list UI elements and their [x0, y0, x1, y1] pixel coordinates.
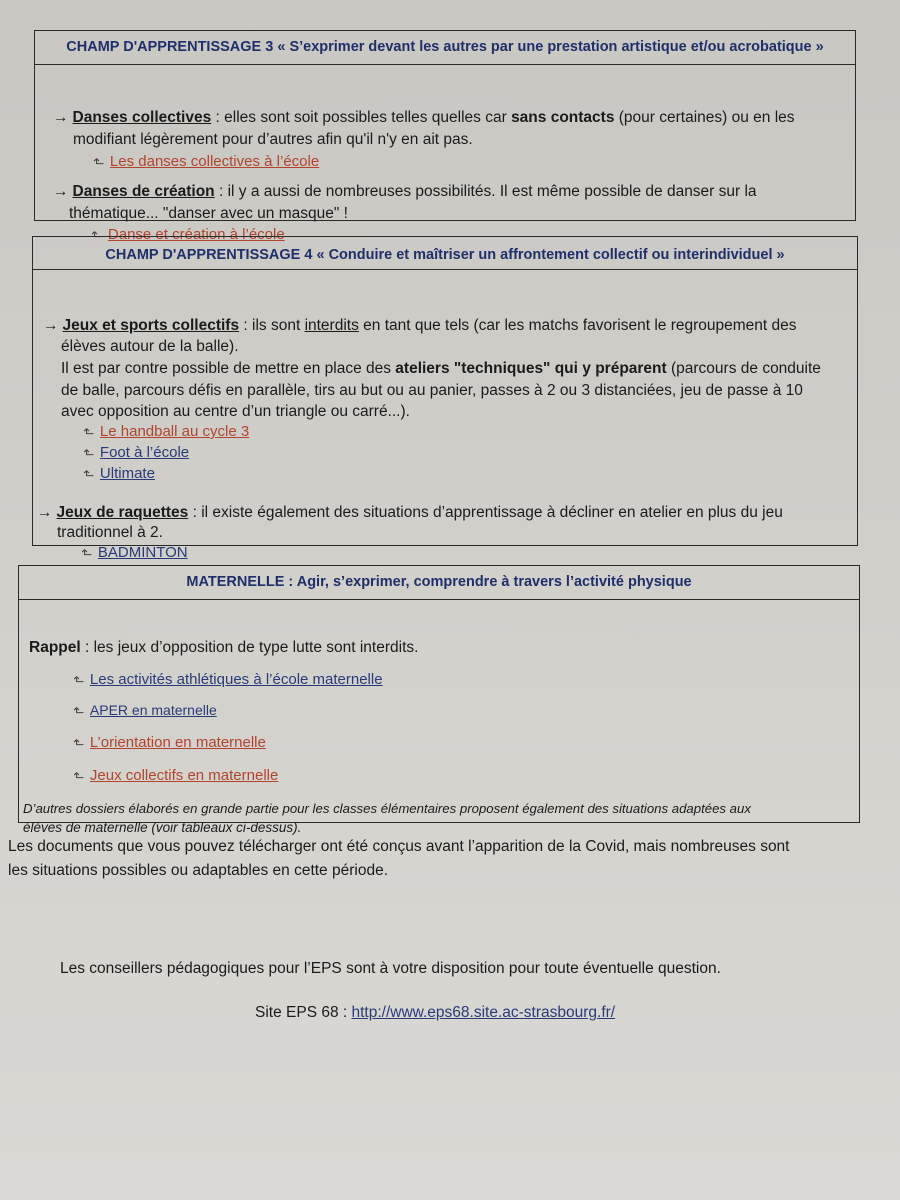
champ4-item2-line1: [37, 502, 783, 523]
bold-text: ateliers "techniques" qui y préparent: [395, 360, 667, 377]
text: : ils sont: [239, 317, 305, 334]
rappel-text: : les jeux d’opposition de type lutte sont interdits.: [80, 639, 419, 656]
link-danses-collectives[interactable]: Les danses collectives à l’école: [109, 153, 320, 170]
hook-arrow-icon: ↳: [80, 426, 96, 437]
site-url-link[interactable]: http://www.eps68.site.ac-strasbourg.fr/: [351, 1004, 616, 1021]
hook-arrow-icon: ↳: [80, 447, 96, 458]
champ3-box: [34, 30, 856, 243]
maternelle-link-row-3: [70, 732, 266, 753]
text: (pour certaines) ou en les: [614, 109, 795, 126]
link-orientation[interactable]: L’orientation en maternelle: [89, 734, 266, 751]
link-ultimate[interactable]: Ultimate: [99, 465, 155, 482]
champ4-link-row-2: [80, 442, 190, 463]
maternelle-link-row-2: [70, 700, 217, 721]
champ3-header: CHAMP D'APPRENTISSAGE 3 « S’exprimer devant les autres par une prestation artistique et/ou acrobatique »: [35, 31, 855, 65]
champ4-item1-line1: [43, 315, 797, 336]
arrow-icon: →: [37, 504, 53, 521]
champ4-item1-line2: élèves autour de la balle).: [61, 338, 239, 355]
danses-collectives-title: Danses collectives: [72, 109, 212, 126]
hook-arrow-icon: ↳: [70, 674, 86, 685]
hook-arrow-icon: ↳: [78, 547, 94, 558]
rappel-label: Rappel: [29, 639, 81, 656]
hook-arrow-icon: ↳: [70, 705, 86, 716]
danses-creation-title: Danses de création: [72, 183, 215, 200]
hook-arrow-icon: ↳: [88, 229, 104, 240]
hook-arrow-icon: ↳: [70, 737, 86, 748]
champ3-item2-line1: [53, 181, 757, 202]
link-foot[interactable]: Foot à l’école: [99, 444, 190, 461]
text: : il existe également des situations d’apprentissage à décliner en atelier en plus du jeu: [188, 504, 783, 521]
champ3-item1-line1: [53, 107, 795, 128]
text: : elles sont soit possibles telles quelles car: [211, 109, 512, 126]
champ4-item1-line3: [61, 358, 821, 379]
maternelle-box: [18, 565, 860, 835]
footer-paragraph-line1: Les documents que vous pouvez télécharger ont été conçus avant l’apparition de la Covid, mais nombreuses sont: [8, 838, 790, 855]
bold-text: sans contacts: [511, 109, 615, 126]
link-jeux-collectifs[interactable]: Jeux collectifs en maternelle: [89, 767, 279, 784]
link-aper[interactable]: APER en maternelle: [89, 702, 217, 718]
site-line: [255, 1002, 615, 1024]
text: en tant que tels (car les matchs favorisent le regroupement des: [358, 317, 797, 334]
link-danse-creation[interactable]: Danse et création à l’école: [107, 226, 285, 243]
rappel-line: [29, 637, 418, 658]
maternelle-note-line1: D’autres dossiers élaborés en grande partie pour les classes élémentaires proposent également des situations adaptées aux: [23, 801, 751, 816]
champ4-item1-line5: avec opposition au centre d’un triangle ou carré...).: [61, 403, 410, 420]
champ4-header: CHAMP D'APPRENTISSAGE 4 « Conduire et maîtriser un affrontement collectif ou interindividuel »: [33, 237, 857, 270]
champ4-item1-line4: de balle, parcours défis en parallèle, tirs au but ou au panier, passes à 2 ou 3 distanciées, jeu de passe à 10: [61, 382, 803, 399]
jeux-sports-collectifs-title: Jeux et sports collectifs: [62, 317, 240, 334]
champ4-link-row-1: [80, 421, 250, 442]
text: Il est par contre possible de mettre en place des: [61, 360, 396, 377]
champ4-link-row-4: [78, 542, 188, 563]
site-label: Site EPS 68 :: [255, 1004, 352, 1021]
link-badminton[interactable]: BADMINTON: [97, 544, 188, 561]
link-activites-athletiques[interactable]: Les activités athlétiques à l’école maternelle: [89, 671, 383, 688]
contact-line: Les conseillers pédagogiques pour l’EPS sont à votre disposition pour toute éventuelle question.: [60, 960, 721, 977]
champ4-item2-line2: traditionnel à 2.: [57, 524, 163, 541]
champ3-item2-line2: thématique... "danser avec un masque" !: [69, 205, 348, 222]
arrow-icon: →: [53, 183, 69, 200]
link-handball[interactable]: Le handball au cycle 3: [99, 423, 250, 440]
arrow-icon: →: [53, 109, 69, 126]
hook-arrow-icon: ↳: [90, 156, 106, 167]
arrow-icon: →: [43, 317, 59, 334]
text: (parcours de conduite: [666, 360, 821, 377]
footer-paragraph-line2: les situations possibles ou adaptables en cette période.: [8, 862, 388, 879]
champ4-box: [32, 236, 858, 561]
maternelle-link-row-4: [70, 765, 279, 786]
maternelle-header: MATERNELLE : Agir, s’exprimer, comprendre à travers l’activité physique: [19, 566, 859, 600]
hook-arrow-icon: ↳: [70, 770, 86, 781]
hook-arrow-icon: ↳: [80, 468, 96, 479]
underlined-text: interdits: [304, 317, 359, 334]
maternelle-note-line2: élèves de maternelle (voir tableaux ci-dessus).: [23, 820, 302, 835]
jeux-raquettes-title: Jeux de raquettes: [56, 504, 189, 521]
champ3-item1-line2: modifiant légèrement pour d’autres afin qu'il n'y en ait pas.: [73, 131, 473, 148]
text: : il y a aussi de nombreuses possibilités. Il est même possible de danser sur la: [214, 183, 757, 200]
champ4-link-row-3: [80, 463, 155, 484]
champ3-item1-link-row: [90, 151, 320, 172]
maternelle-link-row-1: [70, 669, 383, 690]
